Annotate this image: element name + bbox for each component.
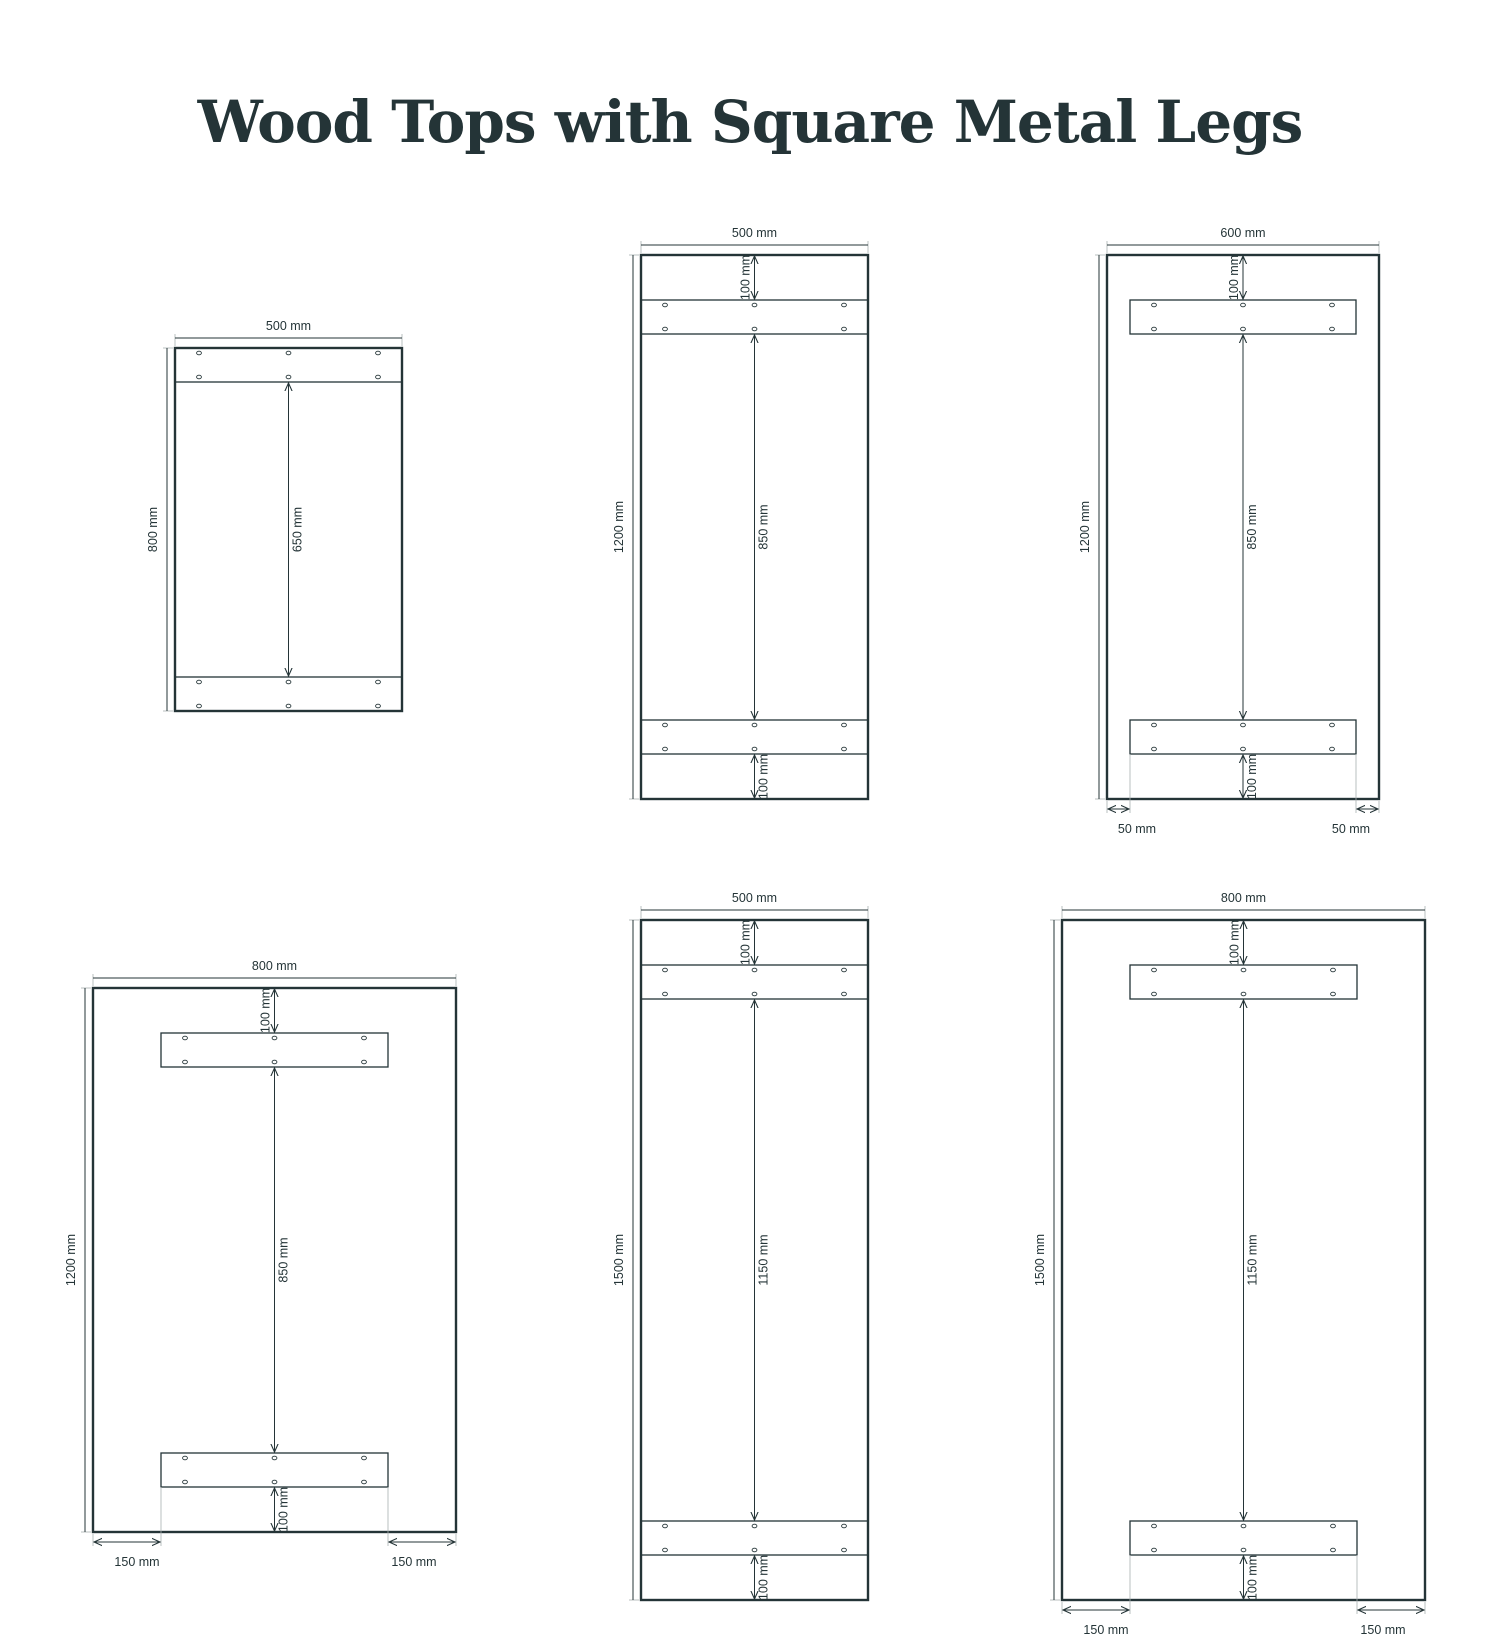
bolt-hole bbox=[183, 1036, 188, 1040]
width-dimension-label: 500 mm bbox=[731, 226, 778, 240]
bolt-hole bbox=[663, 327, 668, 331]
bolt-hole bbox=[183, 1456, 188, 1460]
side-gap-label-left: 150 mm bbox=[1083, 1623, 1129, 1637]
table-diagram-t3 bbox=[1078, 226, 1379, 836]
bolt-hole bbox=[842, 1524, 847, 1528]
end-gap-label: 100 mm bbox=[1245, 753, 1259, 800]
bolt-hole bbox=[842, 968, 847, 972]
bolt-hole bbox=[842, 1548, 847, 1552]
page-title: Wood Tops with Square Metal Legs bbox=[197, 88, 1303, 156]
bolt-hole bbox=[663, 1548, 668, 1552]
bolt-hole bbox=[1241, 1548, 1246, 1552]
bolt-hole bbox=[842, 303, 847, 307]
bolt-hole bbox=[362, 1456, 367, 1460]
bolt-hole bbox=[272, 1480, 277, 1484]
bolt-hole bbox=[1152, 1524, 1157, 1528]
end-gap-label: 100 mm bbox=[1227, 254, 1241, 301]
bolt-hole bbox=[752, 723, 757, 727]
bolt-hole bbox=[272, 1456, 277, 1460]
end-gap-label: 100 mm bbox=[756, 1554, 771, 1601]
bolt-hole bbox=[376, 680, 381, 684]
span-dimension-label: 650 mm bbox=[290, 506, 305, 553]
bolt-hole bbox=[183, 1480, 188, 1484]
length-dimension-label: 1200 mm bbox=[64, 1233, 78, 1287]
bolt-hole bbox=[1152, 327, 1157, 331]
bolt-hole bbox=[663, 723, 668, 727]
bolt-hole bbox=[362, 1480, 367, 1484]
bolt-hole bbox=[1331, 1524, 1336, 1528]
bolt-hole bbox=[752, 992, 757, 996]
length-dimension-label: 1200 mm bbox=[1078, 500, 1092, 554]
span-dimension-label: 1150 mm bbox=[756, 1234, 771, 1286]
bolt-hole bbox=[1241, 1524, 1246, 1528]
bolt-hole bbox=[286, 375, 291, 379]
end-gap-label: 100 mm bbox=[258, 987, 273, 1034]
length-dimension-label: 1200 mm bbox=[612, 500, 626, 554]
bolt-hole bbox=[286, 680, 291, 684]
bolt-hole bbox=[197, 704, 202, 708]
bolt-hole bbox=[752, 747, 757, 751]
bolt-hole bbox=[197, 680, 202, 684]
bolt-hole bbox=[197, 351, 202, 355]
length-dimension-label: 1500 mm bbox=[612, 1233, 626, 1287]
span-dimension-label: 850 mm bbox=[756, 504, 771, 550]
end-gap-label: 100 mm bbox=[1245, 1554, 1260, 1601]
side-gap-label-right: 150 mm bbox=[391, 1555, 437, 1569]
bolt-hole bbox=[752, 303, 757, 307]
bolt-hole bbox=[1241, 992, 1246, 996]
bolt-hole bbox=[842, 747, 847, 751]
bolt-hole bbox=[376, 351, 381, 355]
bolt-hole bbox=[1241, 968, 1246, 972]
bolt-hole bbox=[663, 303, 668, 307]
bolt-hole bbox=[1330, 303, 1335, 307]
bolt-hole bbox=[1331, 992, 1336, 996]
bolt-hole bbox=[286, 351, 291, 355]
table-diagram-t4 bbox=[64, 959, 456, 1569]
bolt-hole bbox=[286, 704, 291, 708]
end-gap-label: 100 mm bbox=[738, 919, 753, 966]
bolt-hole bbox=[376, 704, 381, 708]
bolt-hole bbox=[663, 1524, 668, 1528]
table-diagram-t1 bbox=[146, 319, 402, 711]
bolt-hole bbox=[1331, 1548, 1336, 1552]
table-diagram-t5 bbox=[612, 891, 868, 1600]
end-gap-label: 100 mm bbox=[756, 753, 771, 800]
length-dimension-label: 1500 mm bbox=[1033, 1233, 1047, 1287]
bolt-hole bbox=[376, 375, 381, 379]
end-gap-label: 100 mm bbox=[1227, 919, 1242, 966]
bolt-hole bbox=[1331, 968, 1336, 972]
end-gap-label: 100 mm bbox=[276, 1486, 291, 1533]
bolt-hole bbox=[752, 968, 757, 972]
bolt-hole bbox=[752, 1548, 757, 1552]
end-gap-label: 100 mm bbox=[738, 254, 753, 301]
bolt-hole bbox=[663, 747, 668, 751]
bolt-hole bbox=[752, 1524, 757, 1528]
bolt-hole bbox=[1330, 747, 1335, 751]
span-dimension-label: 850 mm bbox=[276, 1237, 291, 1283]
bolt-hole bbox=[362, 1060, 367, 1064]
bolt-hole bbox=[1152, 1548, 1157, 1552]
bolt-hole bbox=[197, 375, 202, 379]
bolt-hole bbox=[663, 992, 668, 996]
table-diagram-t6 bbox=[1033, 891, 1425, 1637]
bolt-hole bbox=[1152, 723, 1157, 727]
bolt-hole bbox=[1241, 723, 1246, 727]
width-dimension-label: 500 mm bbox=[265, 319, 312, 333]
bolt-hole bbox=[752, 327, 757, 331]
width-dimension-label: 600 mm bbox=[1220, 226, 1266, 240]
span-dimension-label: 1150 mm bbox=[1245, 1234, 1260, 1286]
width-dimension-label: 800 mm bbox=[1220, 891, 1267, 905]
bolt-hole bbox=[1152, 303, 1157, 307]
width-dimension-label: 500 mm bbox=[731, 891, 778, 905]
bolt-hole bbox=[183, 1060, 188, 1064]
side-gap-label-right: 50 mm bbox=[1331, 822, 1371, 836]
bolt-hole bbox=[1330, 327, 1335, 331]
bolt-hole bbox=[663, 968, 668, 972]
bolt-hole bbox=[842, 992, 847, 996]
bolt-hole bbox=[1241, 303, 1246, 307]
bolt-hole bbox=[842, 723, 847, 727]
side-gap-label-right: 150 mm bbox=[1360, 1623, 1406, 1637]
side-gap-label-left: 50 mm bbox=[1117, 822, 1157, 836]
bolt-hole bbox=[272, 1060, 277, 1064]
bolt-hole bbox=[842, 327, 847, 331]
span-dimension-label: 850 mm bbox=[1245, 504, 1259, 550]
bolt-hole bbox=[1152, 968, 1157, 972]
bolt-hole bbox=[272, 1036, 277, 1040]
side-gap-label-left: 150 mm bbox=[114, 1555, 160, 1569]
bolt-hole bbox=[362, 1036, 367, 1040]
length-dimension-label: 800 mm bbox=[146, 506, 160, 553]
bolt-hole bbox=[1152, 747, 1157, 751]
bolt-hole bbox=[1152, 992, 1157, 996]
table-diagram-t2 bbox=[612, 226, 868, 799]
bolt-hole bbox=[1330, 723, 1335, 727]
width-dimension-label: 800 mm bbox=[251, 959, 298, 973]
bolt-hole bbox=[1241, 327, 1246, 331]
bolt-hole bbox=[1241, 747, 1246, 751]
